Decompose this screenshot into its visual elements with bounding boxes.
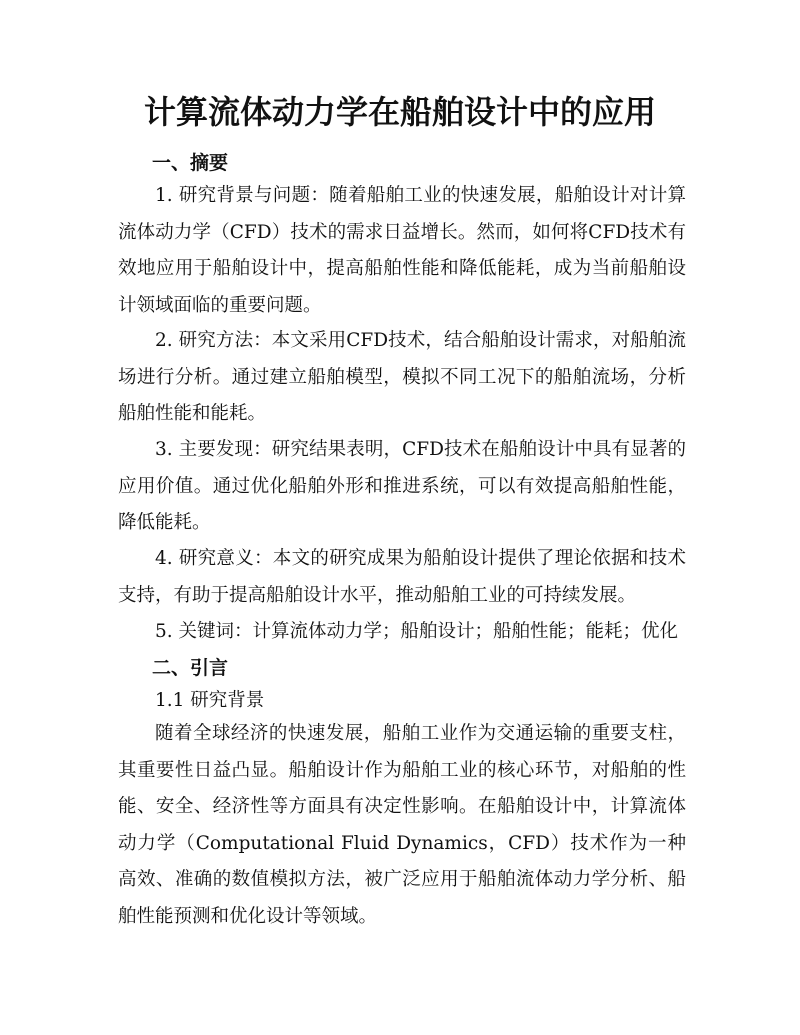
abstract-paragraph-findings: 3. 主要发现：研究结果表明，CFD技术在船舶设计中具有显著的应用价值。通过优化船舶外形和推进系统，可以有效提高船舶性能，降低能耗。 [118, 439, 686, 533]
abstract-paragraph-method: 2. 研究方法：本文采用CFD技术，结合船舶设计需求，对船舶流场进行分析。通过建立船舶模型，模拟不同工况下的船舶流场，分析船舶性能和能耗。 [118, 330, 686, 424]
introduction-paragraph: 随着全球经济的快速发展，船舶工业作为交通运输的重要支柱，其重要性日益凸显。船舶设计作为船舶工业的核心环节，对船舶的性能、安全、经济性等方面具有决定性影响。在船舶设计中，计算流体动力学（Computational Fluid Dynamics，CFD）技术作为一种高效、准确的数值模拟方法，被广泛应用于船舶流体动力学分析、船舶性能预测和优化设计等领域。 [118, 723, 686, 927]
page-title: 计算流体动力学在船舶设计中的应用 [143, 93, 656, 131]
section-heading-introduction: 二、引言 [152, 657, 229, 679]
subsection-heading-background: 1.1 研究背景 [155, 690, 265, 711]
abstract-paragraph-significance: 4. 研究意义：本文的研究成果为船舶设计提供了理论依据和技术支持，有助于提高船舶设计水平，推动船舶工业的可持续发展。 [118, 548, 686, 606]
abstract-paragraph-background: 1. 研究背景与问题：随着船舶工业的快速发展，船舶设计对计算流体动力学（CFD）技术的需求日益增长。然而，如何将CFD技术有效地应用于船舶设计中，提高船舶性能和降低能耗，成为当前船舶设计领域面临的重要问题。 [118, 185, 686, 316]
abstract-paragraph-keywords: 5. 关键词：计算流体动力学；船舶设计；船舶性能；能耗；优化 [155, 621, 679, 642]
section-heading-abstract: 一、摘要 [152, 152, 229, 174]
